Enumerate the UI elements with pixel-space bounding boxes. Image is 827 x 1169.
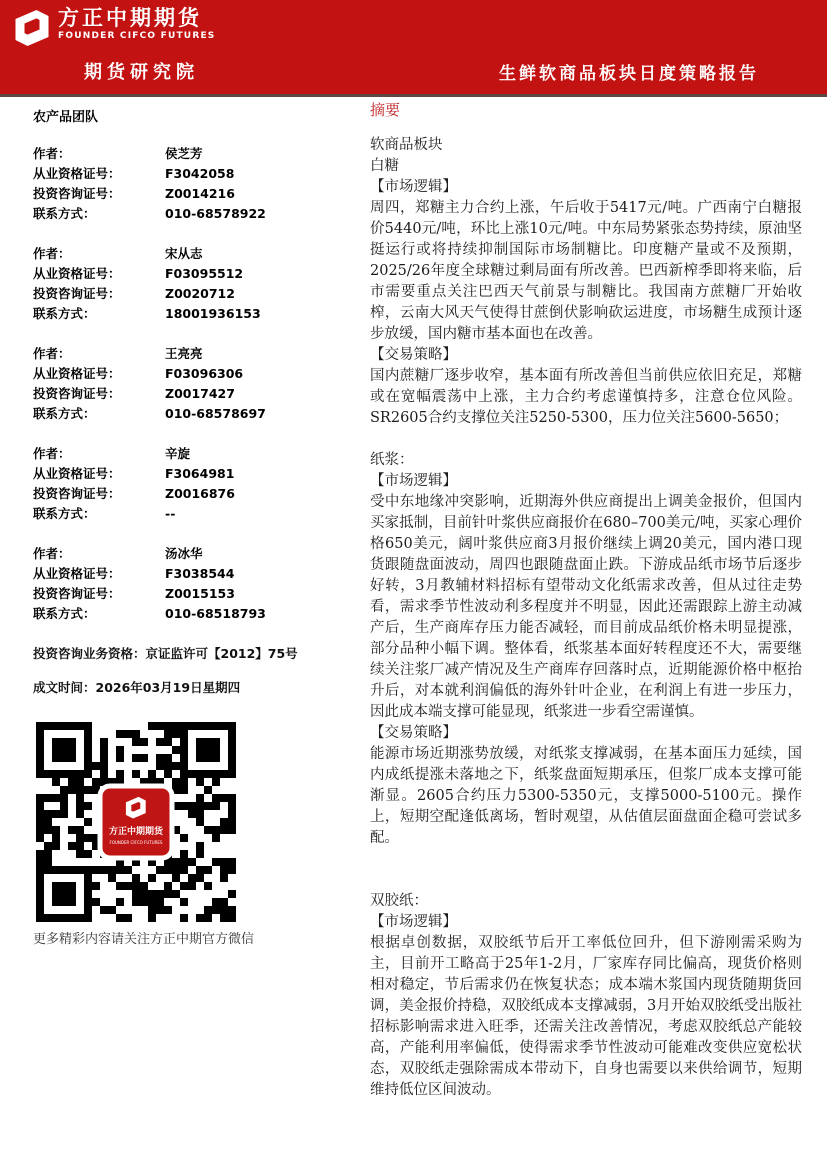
contact-label: 联系方式：	[33, 306, 96, 321]
practice-no-row	[33, 564, 358, 584]
author-block	[33, 444, 358, 524]
report-date-line: 成文时间：2026年03月19日星期四	[33, 680, 241, 695]
practice-no-value: F03095512	[165, 266, 244, 281]
svg-text:FOUNDER CIFCO FUTURES: FOUNDER CIFCO FUTURES	[109, 840, 163, 845]
practice-no-label: 从业资格证号：	[33, 466, 121, 481]
company-name-en: FOUNDER CIFCO FUTURES	[58, 31, 216, 41]
summary-paragraph: 【交易策略】	[370, 725, 457, 741]
contact-row	[33, 404, 358, 424]
contact-label: 联系方式：	[33, 206, 96, 221]
summary-paragraph: 【交易策略】	[370, 347, 457, 363]
summary-paragraph: 双胶纸：	[370, 893, 428, 909]
practice-no-row	[33, 464, 358, 484]
wechat-qr-code	[36, 722, 236, 922]
blank-line	[370, 429, 802, 450]
advisory-no-value: Z0016876	[165, 486, 235, 501]
contact-value: 18001936153	[165, 306, 261, 321]
company-logo	[14, 6, 215, 52]
author-label: 作者：	[33, 246, 71, 261]
advisory-no-label: 投资咨询证号：	[33, 586, 121, 601]
author-block	[33, 344, 358, 424]
contact-row	[33, 504, 358, 524]
practice-no-label: 从业资格证号：	[33, 366, 121, 381]
advisory-no-label: 投资咨询证号：	[33, 186, 121, 201]
author-row	[33, 544, 358, 564]
advisory-no-value: Z0017427	[165, 386, 235, 401]
practice-no-label: 从业资格证号：	[33, 166, 121, 181]
practice-no-value: F03096306	[165, 366, 244, 381]
team-title: 农产品团队	[33, 110, 99, 125]
author-row	[33, 344, 358, 364]
author-block	[33, 144, 358, 224]
contact-label: 联系方式：	[33, 406, 96, 421]
advisory-no-row	[33, 384, 358, 404]
advisory-no-row	[33, 584, 358, 604]
author-name: 侯芝芳	[165, 146, 203, 161]
advisory-no-label: 投资咨询证号：	[33, 486, 121, 501]
advisory-no-value: Z0020712	[165, 286, 235, 301]
advisory-no-row	[33, 484, 358, 504]
practice-no-label: 从业资格证号：	[33, 566, 121, 581]
summary-body	[370, 135, 802, 1101]
author-label: 作者：	[33, 546, 71, 561]
author-label: 作者：	[33, 146, 71, 161]
summary-paragraph: 受中东地缘冲突影响，近期海外供应商提出上调美金报价，但国内买家抵制，目前针叶浆供应商报价在680–700美元/吨，买家心理价格650美元，阔叶浆供应商3月报价继续上调20美元，国内港口现货跟随盘面波动，周四也跟随盘面止跌。下游成品纸市场节后逐步好转，3月教辅材料招标有望带动文化纸需求改善，但从过往走势看，需求季节性波动利多程度并不明显，因此还需跟踪上游主动减产后，生产商库存压力能否减轻，而目前成品纸价格未明显提涨，部分品种小幅下调。整体看，纸浆基本面好转程度还不大，需要继续关注浆厂减产情况及生产商库存回落时点，近期能源价格中枢抬升后，对本就利润偏低的海外针叶企业，在利润上有进一步压力，因此成本端支撑可能显现，纸浆进一步看空需谨慎。	[370, 494, 802, 720]
practice-no-row	[33, 264, 358, 284]
practice-no-value: F3064981	[165, 466, 235, 481]
author-name: 宋从志	[165, 246, 203, 261]
author-sidebar	[33, 106, 358, 698]
blank-line	[370, 849, 802, 870]
summary-paragraph: 软商品板块	[370, 137, 443, 153]
author-row	[33, 144, 358, 164]
practice-no-value: F3042058	[165, 166, 235, 181]
contact-value: 010-68578697	[165, 406, 266, 421]
advisory-no-value: Z0014216	[165, 186, 235, 201]
practice-no-value: F3038544	[165, 566, 235, 581]
author-row	[33, 244, 358, 264]
department-title: 期货研究院	[84, 62, 199, 83]
summary-paragraph: 白糖	[370, 158, 399, 174]
author-label: 作者：	[33, 446, 71, 461]
qualification-line: 投资咨询业务资格：京证监许可【2012】75号	[33, 646, 298, 661]
summary-paragraph: 【市场逻辑】	[370, 179, 457, 195]
summary-paragraph: 周四，郑糖主力合约上涨，午后收于5417元/吨。广西南宁白糖报价5440元/吨，环比上涨10元/吨。中东局势紧张态势持续，原油坚挺运行或将持续抑制国际市场制糖比。印度糖产量或不及预期，2025/26年度全球糖过剩局面有所改善。巴西新榨季即将来临，后市需要重点关注巴西天气前景与制糖比。我国南方蔗糖厂开始收榨，云南大风天气使得甘蔗倒伏影响砍运进度，市场糖生成预计逐步放缓，国内糖市基本面也在改善。	[370, 200, 802, 342]
header-banner	[0, 0, 827, 97]
qr-caption: 更多精彩内容请关注方正中期官方微信	[33, 932, 255, 947]
author-name: 汤冰华	[165, 546, 203, 561]
author-block	[33, 244, 358, 324]
contact-row	[33, 304, 358, 324]
author-name: 王亮亮	[165, 346, 203, 361]
practice-no-label: 从业资格证号：	[33, 266, 121, 281]
author-label: 作者：	[33, 346, 71, 361]
summary-paragraph: 能源市场近期涨势放缓，对纸浆支撑减弱，在基本面压力延续，国内成纸提涨未落地之下，纸浆盘面短期承压，但浆厂成本支撑可能渐显。2605合约压力5300-5350元，支撑5000-5100元。操作上，短期空配逢低离场，暂时观望，从估值层面盘面企稳可尝试多配。	[370, 746, 802, 846]
advisory-no-row	[33, 184, 358, 204]
summary-paragraph: 国内蔗糖厂逐步收窄，基本面有所改善但当前供应依旧充足，郑糖或在宽幅震荡中上涨，主力合约考虑谨慎持多，注意仓位风险。SR2605合约支撑位关注5250-5300，压力位关注5600-5650；	[370, 368, 802, 426]
author-block	[33, 544, 358, 624]
summary-paragraph: 【市场逻辑】	[370, 473, 457, 489]
report-title: 生鲜软商品板块日度策略报告	[499, 64, 759, 84]
advisory-no-label: 投资咨询证号：	[33, 386, 121, 401]
summary-section	[370, 100, 802, 1101]
practice-no-row	[33, 364, 358, 384]
founder-cube-icon	[14, 8, 50, 52]
advisory-no-value: Z0015153	[165, 586, 235, 601]
contact-row	[33, 604, 358, 624]
practice-no-row	[33, 164, 358, 184]
contact-label: 联系方式：	[33, 606, 96, 621]
contact-value: 010-68518793	[165, 606, 266, 621]
advisory-no-label: 投资咨询证号：	[33, 286, 121, 301]
svg-text:方正中期期货: 方正中期期货	[108, 827, 164, 837]
summary-paragraph: 根据卓创数据，双胶纸节后开工率低位回升，但下游刚需采购为主，目前开工略高于25年1-2月，厂家库存同比偏高，现货价格则相对稳定，节后需求仍在恢复状态；成本端木浆国内现货随期货回调，美金报价持稳，双胶纸成本支撑减弱，3月开始双胶纸受出版社招标影响需求进入旺季，还需关注改善情况，考虑双胶纸总产能较高，产能利用率偏低，使得需求季节性波动可能难改变供应宽松状态，双胶纸走强除需成本带动下，自身也需要以来供给调节，短期维持低位区间波动。	[370, 935, 802, 1098]
company-name	[58, 6, 215, 42]
author-row	[33, 444, 358, 464]
summary-paragraph: 纸浆：	[370, 452, 414, 468]
summary-heading: 摘要	[370, 101, 401, 119]
contact-value: --	[165, 506, 176, 521]
company-name-cn: 方正中期期货	[58, 6, 202, 30]
contact-value: 010-68578922	[165, 206, 266, 221]
summary-paragraph: 【市场逻辑】	[370, 914, 457, 930]
author-name: 辛旋	[165, 446, 191, 461]
contact-row	[33, 204, 358, 224]
blank-line	[370, 870, 802, 891]
advisory-no-row	[33, 284, 358, 304]
author-list	[33, 144, 358, 624]
contact-label: 联系方式：	[33, 506, 96, 521]
